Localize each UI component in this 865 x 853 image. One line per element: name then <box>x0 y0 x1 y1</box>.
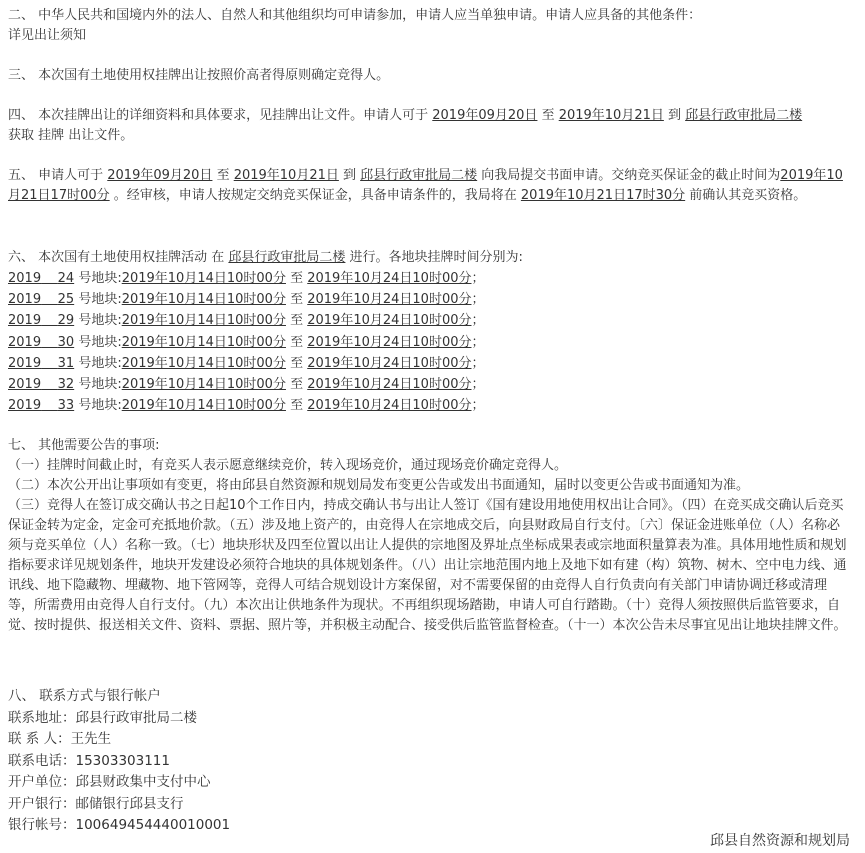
parcel-year[interactable]: 2019 <box>8 334 42 350</box>
parcel-sep: 号地块: <box>78 398 122 414</box>
parcel-year[interactable]: 2019 <box>8 377 42 392</box>
parcel-start[interactable]: 2019年10月14日10时00分 <box>121 313 286 329</box>
section-4: 四、 本次挂牌出让的详细资料和具体要求，见挂牌出让文件。申请人可于 2019年09月20日 至 2019年10月21日 到 邱县行政审批局二楼 获取 挂牌 出让文件。 <box>8 108 803 143</box>
deadline-link[interactable]: 2019年10月21日17时00分 <box>8 168 843 203</box>
signature: 邱县自然资源和规划局 <box>710 833 850 849</box>
parcel-stop[interactable]: 2019年10月24日10时00分 <box>307 377 472 392</box>
date-link[interactable]: 2019年09月20日 <box>432 108 538 123</box>
parcel-to: 至 <box>285 313 308 329</box>
parcel-start[interactable]: 2019年10月14日10时00分 <box>121 292 286 308</box>
place-link[interactable]: 邱县行政审批局二楼 <box>360 168 478 183</box>
parcel-end: ； <box>471 377 485 392</box>
parcel-sep: 号地块: <box>78 313 122 329</box>
parcel-end: ； <box>471 398 485 414</box>
parcel-stop[interactable]: 2019年10月24日10时00分 <box>307 313 472 329</box>
parcel-row <box>8 269 485 289</box>
contact-address: 联系地址：邱县行政审批局二楼 <box>8 709 197 726</box>
parcel-number[interactable]: 33 <box>57 398 75 414</box>
parcel-year[interactable]: 2019 <box>8 355 42 371</box>
parcel-end: ； <box>471 271 485 286</box>
parcel-gap <box>41 313 58 328</box>
contact-person: 联 系 人：王先生 <box>8 731 112 747</box>
parcel-to: 至 <box>285 377 308 392</box>
parcel-gap <box>41 271 58 286</box>
section-3: 三、 本次国有土地使用权挂牌出让按照价高者得原则确定竞得人。 <box>8 68 390 83</box>
parcel-start[interactable]: 2019年10月14日10时00分 <box>121 377 286 392</box>
parcel-to: 至 <box>285 334 308 350</box>
parcel-sep: 号地块: <box>78 292 122 308</box>
parcel-sep: 号地块: <box>78 377 122 392</box>
section-2: 二、 中华人民共和国境内外的法人、自然人和其他组织均可申请参加，申请人应当单独申请。申请人应具备的其他条件： 详见出让须知 <box>8 8 702 43</box>
parcel-row <box>8 311 485 331</box>
parcel-stop[interactable]: 2019年10月24日10时00分 <box>307 355 472 371</box>
parcel-year[interactable]: 2019 <box>8 271 42 286</box>
parcel-row <box>8 354 485 374</box>
parcel-to: 至 <box>285 398 308 414</box>
parcel-number[interactable]: 30 <box>57 334 75 350</box>
parcel-gap <box>41 377 58 392</box>
parcel-number[interactable]: 25 <box>57 292 75 308</box>
parcel-sep: 号地块: <box>78 334 122 350</box>
bank-account: 银行帐号：100649454440010001 <box>8 817 231 833</box>
contact-heading: 八、 联系方式与银行帐户 <box>8 688 161 704</box>
parcel-gap <box>41 356 58 371</box>
parcel-number[interactable]: 31 <box>57 355 75 371</box>
parcel-end: ； <box>471 334 485 350</box>
parcel-to: 至 <box>285 355 308 371</box>
parcel-end: ； <box>471 292 485 308</box>
parcel-to: 至 <box>285 271 308 286</box>
parcel-sep: 号地块: <box>78 271 122 286</box>
confirm-time-link[interactable]: 2019年10月21日17时30分 <box>520 188 686 203</box>
parcel-start[interactable]: 2019年10月14日10时00分 <box>121 355 286 371</box>
parcel-end: ； <box>471 313 485 329</box>
section-7: 七、 其他需要公告的事项: （一）挂牌时间截止时，有竞买人表示愿意继续竞价，转入现场竞价，通过现场竞价确定竞得人。 （二）本次公开出让事项如有变更，将由邱县自然资源和规划局发布变更公告或发出书面通知，届时以变更公告或书面通知为准。 （三）竞得人在签订成交确认书之日起10个工作日内，持成交确认书与出让人签订《国有建设用地使用权出让合同》。（四）在竞买成交确认后竞买保证金转为定金，定金可充抵地价款。（五）涉及地上资产的，由竞得人在宗地成交后，向县财政局自行支付。〔六〕保证金进账单位（人）名称必须与竞买单位（人）名称一致。（七）地块形状及四至位置以出让人提供的宗地图及界址点坐标成果表或宗地面积量算表为准。具体用地性质和规划指标要求详见规划条件，地块开发建设必须符合地块的具体规划条件。（八）出让宗地范围内地上及地下如有建（构）筑物、树木、空中电力线、通讯线、地下隐藏物、埋藏物、地下管网等，竞得人可结合规划设计方案保留，对不需要保留的由竞得人自行负责向有关部门申请协调迁移或清理等，所需费用由竞得人自行支付。（九）本次出让供地条件为现状。不再组织现场踏勘，申请人可自行踏勘。（十）竞得人须按照供后监管要求，自觉、按时提供、报送相关文件、资料、票据、照片等，并积极主动配合、接受供后监管监督检查。（十一）本次公告未尽事宜见出让地块挂牌文件。 <box>8 438 847 633</box>
parcel-stop[interactable]: 2019年10月24日10时00分 <box>307 398 472 414</box>
parcel-stop[interactable]: 2019年10月24日10时00分 <box>307 292 472 308</box>
parcel-stop[interactable]: 2019年10月24日10时00分 <box>307 271 472 286</box>
parcel-number[interactable]: 32 <box>57 377 75 392</box>
contact-phone: 联系电话：15303303111 <box>8 752 170 769</box>
parcel-year[interactable]: 2019 <box>8 398 42 414</box>
parcel-gap <box>41 292 58 307</box>
section-6-heading: 六、 本次国有土地使用权挂牌活动 在 邱县行政审批局二楼 进行。各地块挂牌时间分别为: <box>8 250 523 265</box>
parcel-row <box>8 375 485 395</box>
parcel-year[interactable]: 2019 <box>8 292 42 308</box>
parcel-gap <box>41 398 58 413</box>
parcel-row <box>8 396 485 416</box>
parcel-number[interactable]: 29 <box>57 313 75 329</box>
parcel-year[interactable]: 2019 <box>8 313 42 329</box>
parcel-stop[interactable]: 2019年10月24日10时00分 <box>307 334 472 350</box>
section-8-contact <box>8 686 850 837</box>
parcel-gap <box>41 335 58 350</box>
place-link[interactable]: 邱县行政审批局二楼 <box>228 250 346 265</box>
account-holder: 开户单位：邱县财政集中支付中心 <box>8 774 211 790</box>
bank-name: 开户银行：邮储银行邱县支行 <box>8 795 184 812</box>
parcel-to: 至 <box>285 292 308 308</box>
date-link[interactable]: 2019年10月21日 <box>558 108 664 123</box>
parcel-number[interactable]: 24 <box>57 271 75 286</box>
section-5: 五、 申请人可于 2019年09月20日 至 2019年10月21日 到 邱县行政审批局二楼 向我局提交书面申请。交纳竞买保证金的截止时间为2019年10月21日17时00分 。经审核，申请人按规定交纳竞买保证金，具备申请条件的，我局将在 2019年10月21日17时30分 前确认其竞买资格。 <box>8 168 843 203</box>
parcel-end: ； <box>471 355 485 371</box>
parcel-row <box>8 333 485 353</box>
date-link[interactable]: 2019年09月20日 <box>107 168 213 183</box>
parcel-sep: 号地块: <box>78 355 122 371</box>
date-link[interactable]: 2019年10月21日 <box>233 168 339 183</box>
parcel-start[interactable]: 2019年10月14日10时00分 <box>121 398 286 414</box>
parcel-start[interactable]: 2019年10月14日10时00分 <box>121 271 286 286</box>
parcel-start[interactable]: 2019年10月14日10时00分 <box>121 334 286 350</box>
place-link[interactable]: 邱县行政审批局二楼 <box>685 108 803 123</box>
parcel-row <box>8 290 485 310</box>
